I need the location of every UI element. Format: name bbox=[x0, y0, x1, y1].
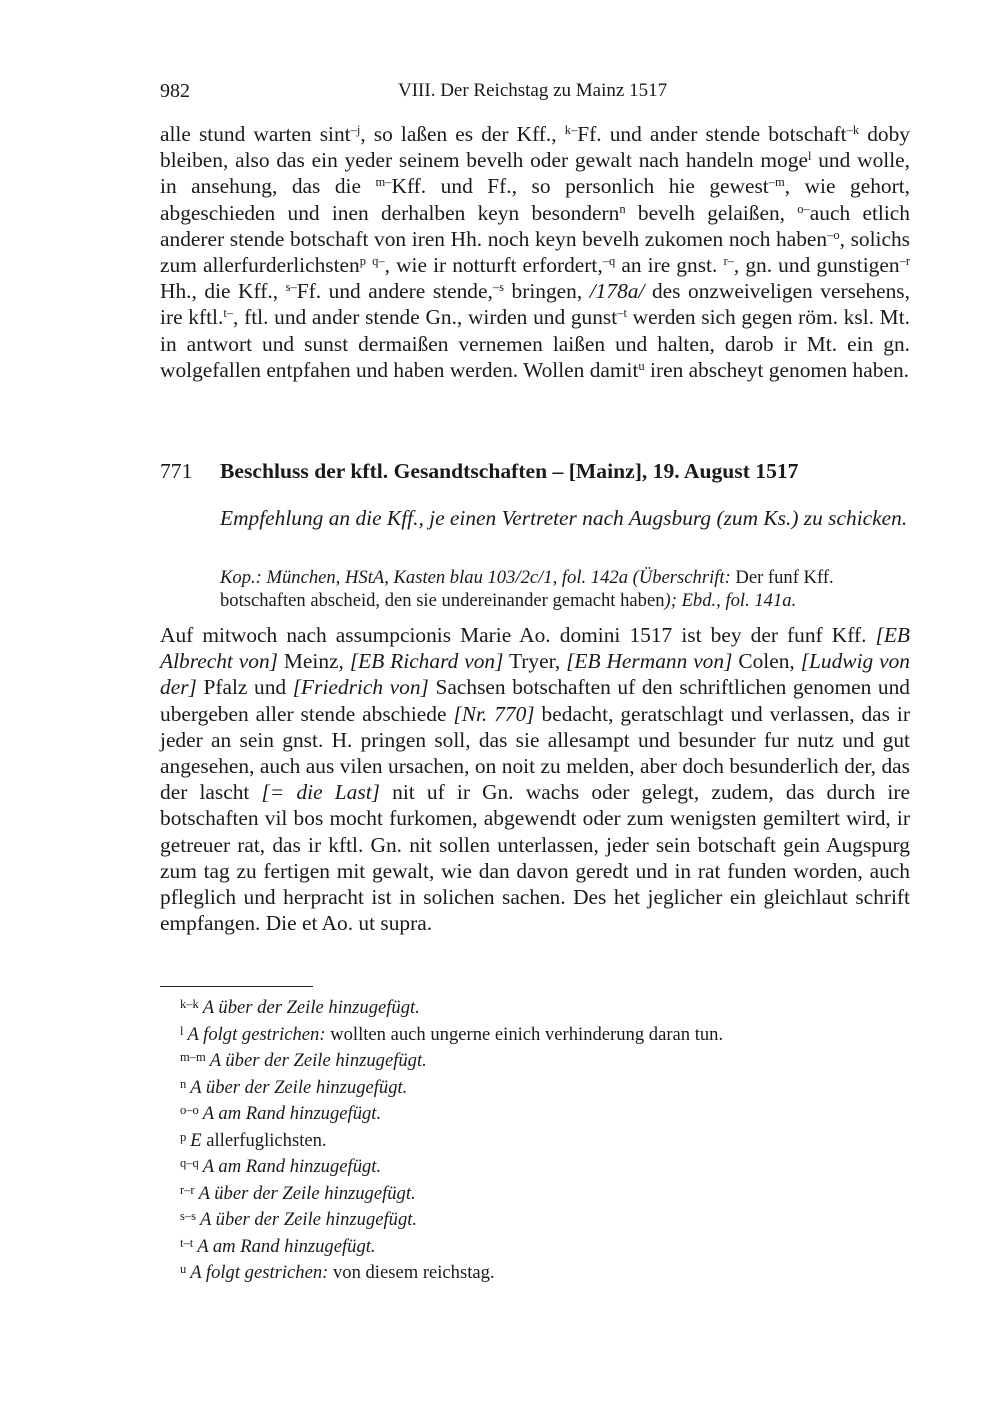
footnote-reference: o– bbox=[797, 201, 810, 216]
italic-text: [= die Last] bbox=[261, 780, 380, 805]
italic-text: A am Rand hinzugefügt. bbox=[202, 1103, 382, 1124]
footnote-mark: l bbox=[180, 1023, 184, 1038]
italic-text: A am Rand hinzugefügt. bbox=[202, 1156, 382, 1177]
footnote-reference: s– bbox=[285, 280, 297, 295]
footnote-reference: –m bbox=[768, 175, 785, 190]
footnote-mark: t–t bbox=[180, 1235, 194, 1250]
footnote-item bbox=[180, 1232, 900, 1259]
italic-text: A folgt gestrichen: bbox=[187, 1023, 331, 1045]
footnotes bbox=[180, 993, 900, 1285]
footnote-mark: p bbox=[180, 1129, 187, 1144]
footnote-rule bbox=[160, 986, 313, 987]
previous-document-text: alle stund warten sint$^{-j}$, so laßen es der Kff., $^{k-}$Ff. und ander stende botschaft$^{-k}$ doby bleiben, also das ein yeder seinem bevelh oder gewalt nach handeln moge$^l$ und wolle, in ansehung, das die $^{m-}$Kff. und Ff., so personlich hie gewest$^{-m}$, wie gehort, abgeschieden und inen derhalben keyn besondern$^n$ bevelh gelaißen, $^{o-}$auch etlich anderer stende botschaft von iren Hh. noch keyn bevelh zukomen noch haben$^{-o}$, solichs zum allerfurderlichsten$^p$ $^{q-}$, wie ir notturft erfordert,$^{-q}$ an ire gnst. $^{r-}$, gn. und gunstigen$^{-r}$ Hh., die Kff., $^{s-}$Ff. und andere stende,$^{-s}$ bringen, /178a/ des onzweiveligen versehens, ire kftl.$^{t-}$, ftl. und ander stende Gn., wirden und gunst$^{-t}$ werden sich gegen röm. ksl. Mt. in antwort und sunst dermaißen vernemen laißen und halten, darob ir Mt. ein gn. wolgefallen entpfahen und haben werden. Wollen damit$^u$ iren abscheyt genomen haben. bbox=[160, 122, 911, 382]
italic-text: A über der Zeile hinzugefügt. bbox=[209, 1050, 427, 1071]
entry-regest: Empfehlung an die Kff., je einen Vertreter nach Augsburg (zum Ks.) zu schicken. bbox=[220, 506, 908, 530]
entry-text: Auf mitwoch nach assumpcionis Marie Ao. domini 1517 ist bey der funf Kff. [EB Albrecht von] Meinz, [EB Richard von] Tryer, [EB Hermann von] Colen, [Ludwig von der] Pfalz und [Friedrich von] Sachsen botschaften uf den schriftlichen genomen und ubergeben aller stende abschiede [Nr. 770] bedacht, geratschlagt und verlassen, das ir jeder an sein gnst. H. pringen soll, das sie allesampt und besunder fur nutz und gut angesehen, auch aus vilen ursachen, on noit zu melden, aber doch besunderlich der, das der lascht [= die Last] nit uf ir Gn. wachs oder gelegt, zudem, das durch ire botschaften vil bos mocht furkomen, abgewendt oder zum wenigsten gemiltert wird, ir getreuer rat, das ir kftl. Gn. nit sollen unterlassen, jeder sein botschaft gein Augspurg zum tag zu fertigen mit gewalt, wie dan davon geredt und in rat funden worden, auch pfleglich und herpracht ist in solichen sachen. Des het jeglicher ein gleichlaut schrift empfangen. Die et Ao. ut supra. bbox=[160, 623, 911, 936]
italic-text: Kop.: München, HStA, Kasten blau 103/2c/1, fol. 142a (Überschrift: bbox=[220, 567, 736, 588]
italic-text: [Ludwig von der] bbox=[160, 649, 911, 700]
footnote-mark: s–s bbox=[180, 1209, 196, 1223]
footnote-item bbox=[180, 1205, 900, 1232]
footnote-reference: t– bbox=[223, 306, 234, 321]
footnote-mark: m–m bbox=[180, 1050, 206, 1064]
footnote-mark: r–r bbox=[180, 1182, 195, 1197]
italic-text: A folgt gestrichen: bbox=[190, 1262, 333, 1283]
footnote-item: $^l$ A folgt gestrichen: wollten auch ungerne einich verhinderung daran tun. bbox=[180, 1023, 724, 1045]
italic-text: [EB Hermann von] bbox=[566, 649, 733, 674]
footnote-reference: –k bbox=[846, 123, 860, 137]
footnote-item bbox=[180, 1073, 900, 1100]
footnote-reference: m– bbox=[375, 175, 392, 190]
footnote-mark: u bbox=[180, 1262, 187, 1276]
footnote-mark: n bbox=[180, 1076, 187, 1091]
footnote-reference: p bbox=[359, 254, 366, 269]
italic-text: A über der Zeile hinzugefügt. bbox=[202, 997, 420, 1018]
footnote-reference: k– bbox=[564, 123, 578, 137]
footnote-reference: –t bbox=[617, 306, 627, 321]
footnote-reference: n bbox=[619, 201, 626, 216]
footnote-reference: –s bbox=[492, 280, 504, 295]
footnote-reference: u bbox=[638, 358, 645, 373]
italic-text: [EB Albrecht von] bbox=[160, 623, 910, 674]
footnote-mark: q–q bbox=[180, 1156, 199, 1170]
footnote-item bbox=[180, 1046, 900, 1073]
footnote-reference: l bbox=[807, 149, 812, 164]
footnote-mark: o–o bbox=[180, 1103, 199, 1117]
italic-text: A über der Zeile hinzugefügt. bbox=[190, 1076, 408, 1098]
italic-text: A über der Zeile hinzugefügt. bbox=[199, 1209, 418, 1230]
footnote-reference: –q bbox=[602, 254, 616, 269]
italic-text: [EB Richard von] bbox=[349, 649, 504, 674]
entry-title: Beschluss der kftl. Gesandtschaften – [Mainz], 19. August 1517 bbox=[220, 459, 799, 483]
italic-text: A am Rand hinzugefügt. bbox=[197, 1235, 376, 1257]
footnote-reference: r– bbox=[723, 254, 734, 269]
footnote-item bbox=[180, 1099, 900, 1126]
footnote-mark: k–k bbox=[180, 997, 199, 1011]
italic-text: [Nr. 770] bbox=[453, 701, 535, 726]
footnote-item bbox=[180, 1179, 900, 1206]
footnote-item: $^p$ E allerfuglichsten. bbox=[180, 1129, 327, 1151]
footnote-reference: q– bbox=[372, 254, 385, 269]
footnote-reference: –j bbox=[350, 123, 361, 137]
footnote-item bbox=[180, 1152, 900, 1179]
footnote-item: $^u$ A folgt gestrichen: von diesem reichstag. bbox=[180, 1262, 495, 1283]
footnote-reference: –o bbox=[827, 227, 840, 242]
italic-text: A über der Zeile hinzugefügt. bbox=[198, 1182, 416, 1204]
italic-text: [Friedrich von] bbox=[292, 675, 429, 700]
footnote-item bbox=[180, 993, 900, 1020]
entry-source-note: Kop.: München, HStA, Kasten blau 103/2c/1, fol. 142a (Überschrift: Der funf Kff. botschaften abscheid, den sie undereinander gemacht haben); Ebd., fol. 141a. bbox=[220, 567, 834, 611]
entry-number: 771 bbox=[160, 459, 193, 483]
page-number: 982 bbox=[160, 80, 190, 102]
italic-text: E bbox=[190, 1129, 207, 1151]
italic-text: /178a/ bbox=[589, 279, 645, 304]
running-title: VIII. Der Reichstag zu Mainz 1517 bbox=[398, 80, 668, 101]
footnote-reference: –r bbox=[899, 254, 910, 269]
italic-text: ); Ebd., fol. 141a. bbox=[664, 590, 797, 611]
running-header bbox=[160, 80, 910, 108]
